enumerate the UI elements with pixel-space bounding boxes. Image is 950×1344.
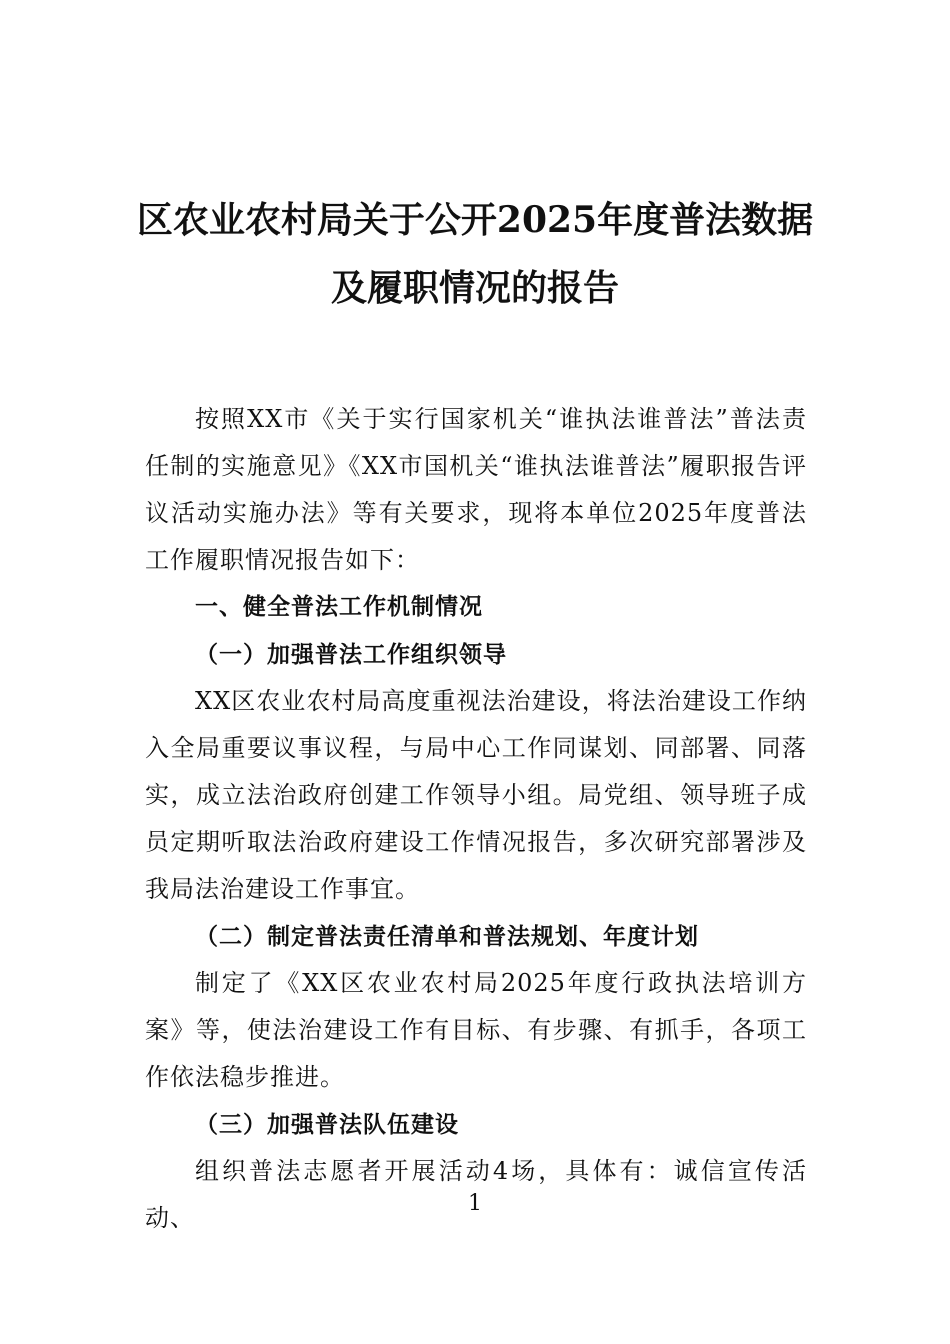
document-title-line-1: 区农业农村局关于公开2025年度普法数据 <box>136 199 814 241</box>
subsection-heading-1: （一）加强普法工作组织领导 <box>195 641 507 668</box>
page-number: 1 <box>468 1191 482 1216</box>
document-body <box>145 396 807 1242</box>
subsection-heading-3: （三）加强普法队伍建设 <box>195 1111 459 1138</box>
subsection-2-paragraph: 制定了《XX区农业农村局2025年度行政执法培训方案》等，使法治建设工作有目标、有步骤、有抓手，各项工作依法稳步推进。 <box>145 969 807 1091</box>
subsection-heading-2: （二）制定普法责任清单和普法规划、年度计划 <box>195 923 699 950</box>
document-title-line-2: 及履职情况的报告 <box>330 267 619 309</box>
section-heading-1: 一、健全普法工作机制情况 <box>195 594 483 620</box>
intro-paragraph: 按照XX市《关于实行国家机关“谁执法谁普法”普法责任制的实施意见》《XX市国机关“谁执法谁普法”履职报告评议活动实施办法》等有关要求，现将本单位2025年度普法工作履职情况报告如下： <box>145 405 807 574</box>
subsection-1-paragraph: XX区农业农村局高度重视法治建设，将法治建设工作纳入全局重要议事议程，与局中心工作同谋划、同部署、同落实，成立法治政府创建工作领导小组。局党组、领导班子成员定期听取法治政府建设工作情况报告，多次研究部署涉及我局法治建设工作事宜。 <box>145 687 807 903</box>
subsection-3-paragraph: 组织普法志愿者开展活动4场，具体有：诚信宣传活动、 <box>145 1157 807 1232</box>
